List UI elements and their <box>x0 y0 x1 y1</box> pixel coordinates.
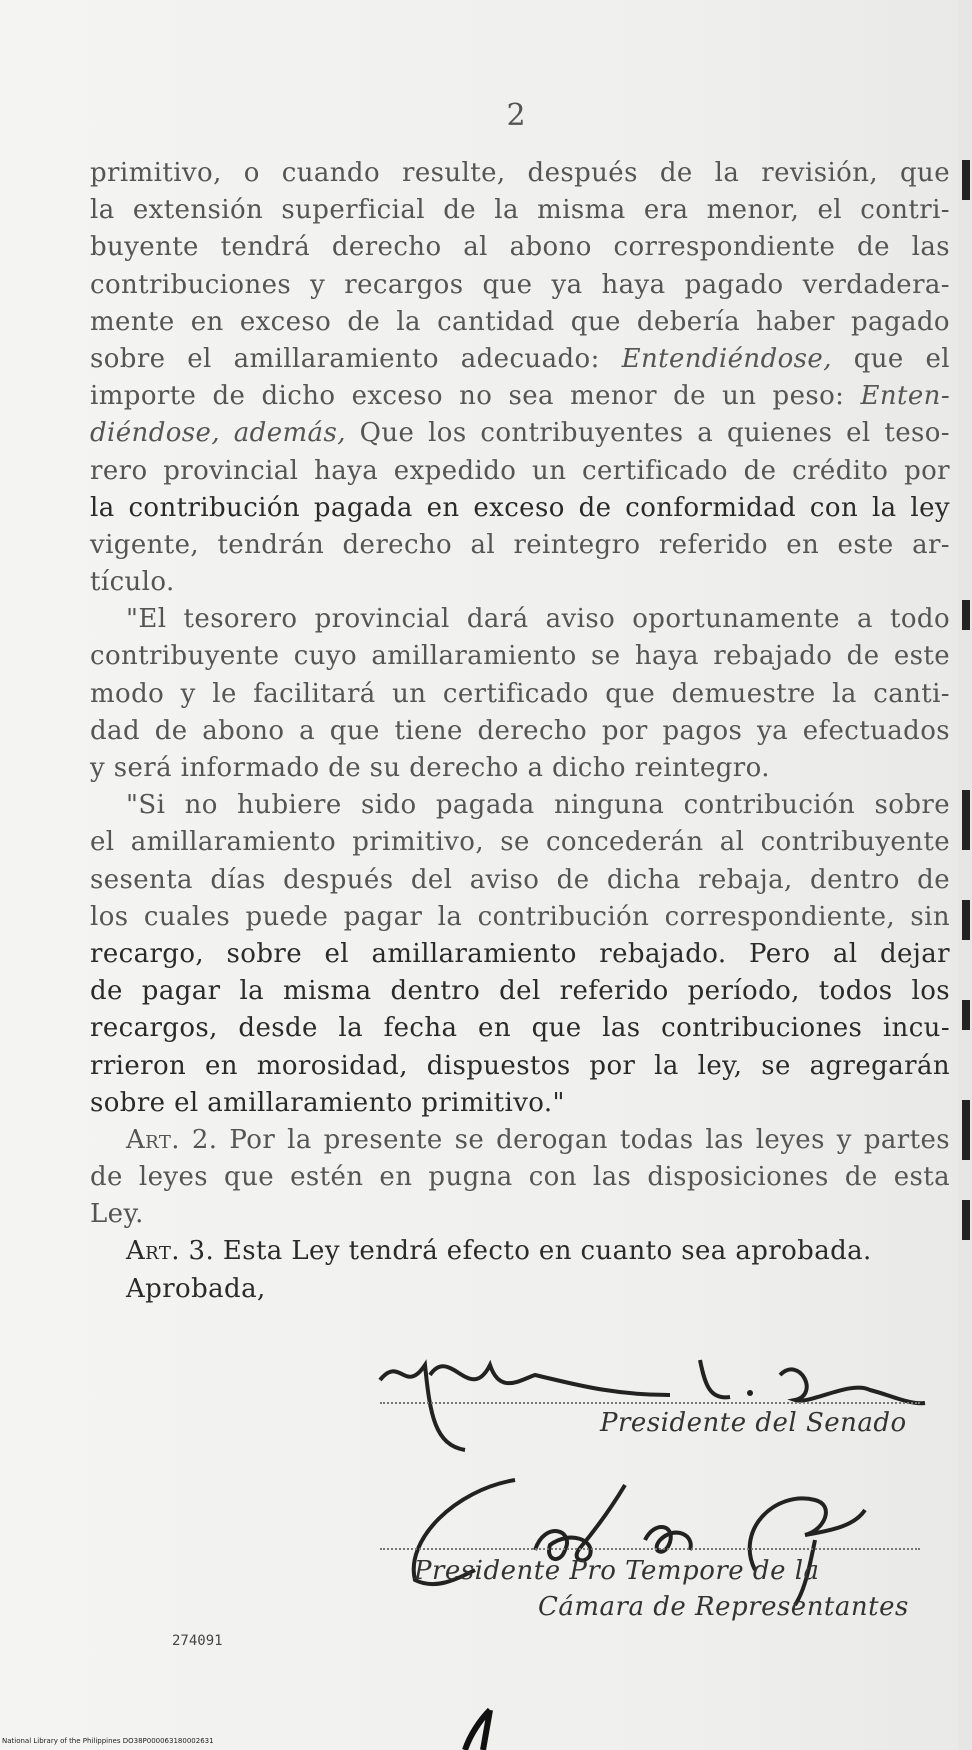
text-line-2: la extensión superficial de la misma era menor, el contri- <box>90 195 950 226</box>
approval-line: Aprobada, <box>126 1273 266 1304</box>
text-line-6-start: sobre el amillaramiento adecuado: <box>90 343 600 374</box>
text-line-16: dad de abono a que tiene derecho por pagos ya efectuados <box>90 715 950 746</box>
text-line-18: "Si no hubiere sido pagada ninguna contribución sobre <box>126 790 950 821</box>
text-line-10: la contribución pagada en exceso de conformidad con la ley <box>90 492 950 523</box>
text-line-8 <box>90 415 950 452</box>
page-number: 2 <box>506 98 526 133</box>
page-bottom-mark <box>455 1710 515 1750</box>
italic-entendiendose-2b: diéndose, además, <box>90 418 346 449</box>
article-2-label: Art. 2. <box>126 1124 218 1155</box>
catalog-number: 274091 <box>172 1633 223 1649</box>
text-line-25: rrieron en morosidad, dispuestos por la ley, se agregarán <box>90 1050 950 1081</box>
text-line-3: buyente tendrá derecho al abono correspondiente de las <box>90 232 950 263</box>
page-edge-shadow <box>958 0 972 1750</box>
text-line-17: y será informado de su derecho a dicho reintegro. <box>90 753 770 783</box>
text-line-19: el amillaramiento primitivo, se concederán al contribuyente <box>90 827 950 858</box>
article-3-text: Esta Ley tendrá efecto en cuanto sea aprobada. <box>222 1236 872 1267</box>
italic-entendiendose-2a: Enten- <box>860 381 951 412</box>
text-line-8-end: Que los contribuyentes a quienes el teso- <box>359 418 950 449</box>
text-line-23: de pagar la misma dentro del referido período, todos los <box>90 976 950 1007</box>
text-line-14: contribuyente cuyo amillaramiento se haya rebajado de este <box>90 641 950 672</box>
house-president-title-line-1: Presidente Pro Tempore de la <box>414 1556 820 1586</box>
text-line-4: contribuciones y recargos que ya haya pagado verdadera- <box>90 269 950 300</box>
article-2-line-3: Ley. <box>90 1199 144 1230</box>
text-line-6 <box>90 341 950 378</box>
article-3-label: Art. 3. <box>126 1236 215 1267</box>
senate-president-signature <box>370 1335 930 1465</box>
house-signature-line <box>380 1548 920 1550</box>
text-line-15: modo y le facilitará un certificado que demuestre la canti- <box>90 678 950 709</box>
text-line-13: "El tesorero provincial dará aviso oportunamente a todo <box>126 604 950 635</box>
article-2-line-2: de leyes que estén en pugna con las disposiciones de esta <box>90 1162 950 1193</box>
text-line-26: sobre el amillaramiento primitivo." <box>90 1087 565 1118</box>
text-line-1: primitivo, o cuando resulte, después de la revisión, que <box>90 158 950 188</box>
italic-entendiendose-1: Entendiéndose, <box>621 343 832 374</box>
document-body <box>90 155 950 1308</box>
house-president-title-line-2: Cámara de Representantes <box>538 1592 909 1622</box>
article-3-line <box>90 1233 950 1270</box>
text-line-22: recargo, sobre el amillaramiento rebajado. Pero al dejar <box>90 938 950 969</box>
text-line-7-start: importe de dicho exceso no sea menor de un peso: <box>90 381 845 412</box>
text-line-21: los cuales puede pagar la contribución correspondiente, sin <box>90 901 950 932</box>
text-que-el: que el <box>853 343 950 374</box>
text-line-24: recargos, desde la fecha en que las contribuciones incu- <box>90 1013 950 1044</box>
text-line-9: rero provincial haya expedido un certificado de crédito por <box>90 455 950 486</box>
senate-president-title: Presidente del Senado <box>600 1408 907 1438</box>
text-line-5: mente en exceso de la cantidad que debería haber pagado <box>90 306 950 337</box>
digitization-stamp: National Library of the Philippines DO38P000063180002631 <box>2 1737 214 1745</box>
article-2-line-1 <box>90 1122 950 1159</box>
text-line-7 <box>90 378 950 415</box>
text-line-20: sesenta días después del aviso de dicha rebaja, dentro de <box>90 864 950 895</box>
senate-signature-line <box>380 1402 920 1404</box>
text-line-12: tículo. <box>90 567 175 598</box>
text-line-11: vigente, tendrán derecho al reintegro referido en este ar- <box>90 529 950 560</box>
house-president-signature <box>395 1470 915 1610</box>
article-2-text: Por la presente se derogan todas las leyes y partes <box>229 1124 950 1155</box>
